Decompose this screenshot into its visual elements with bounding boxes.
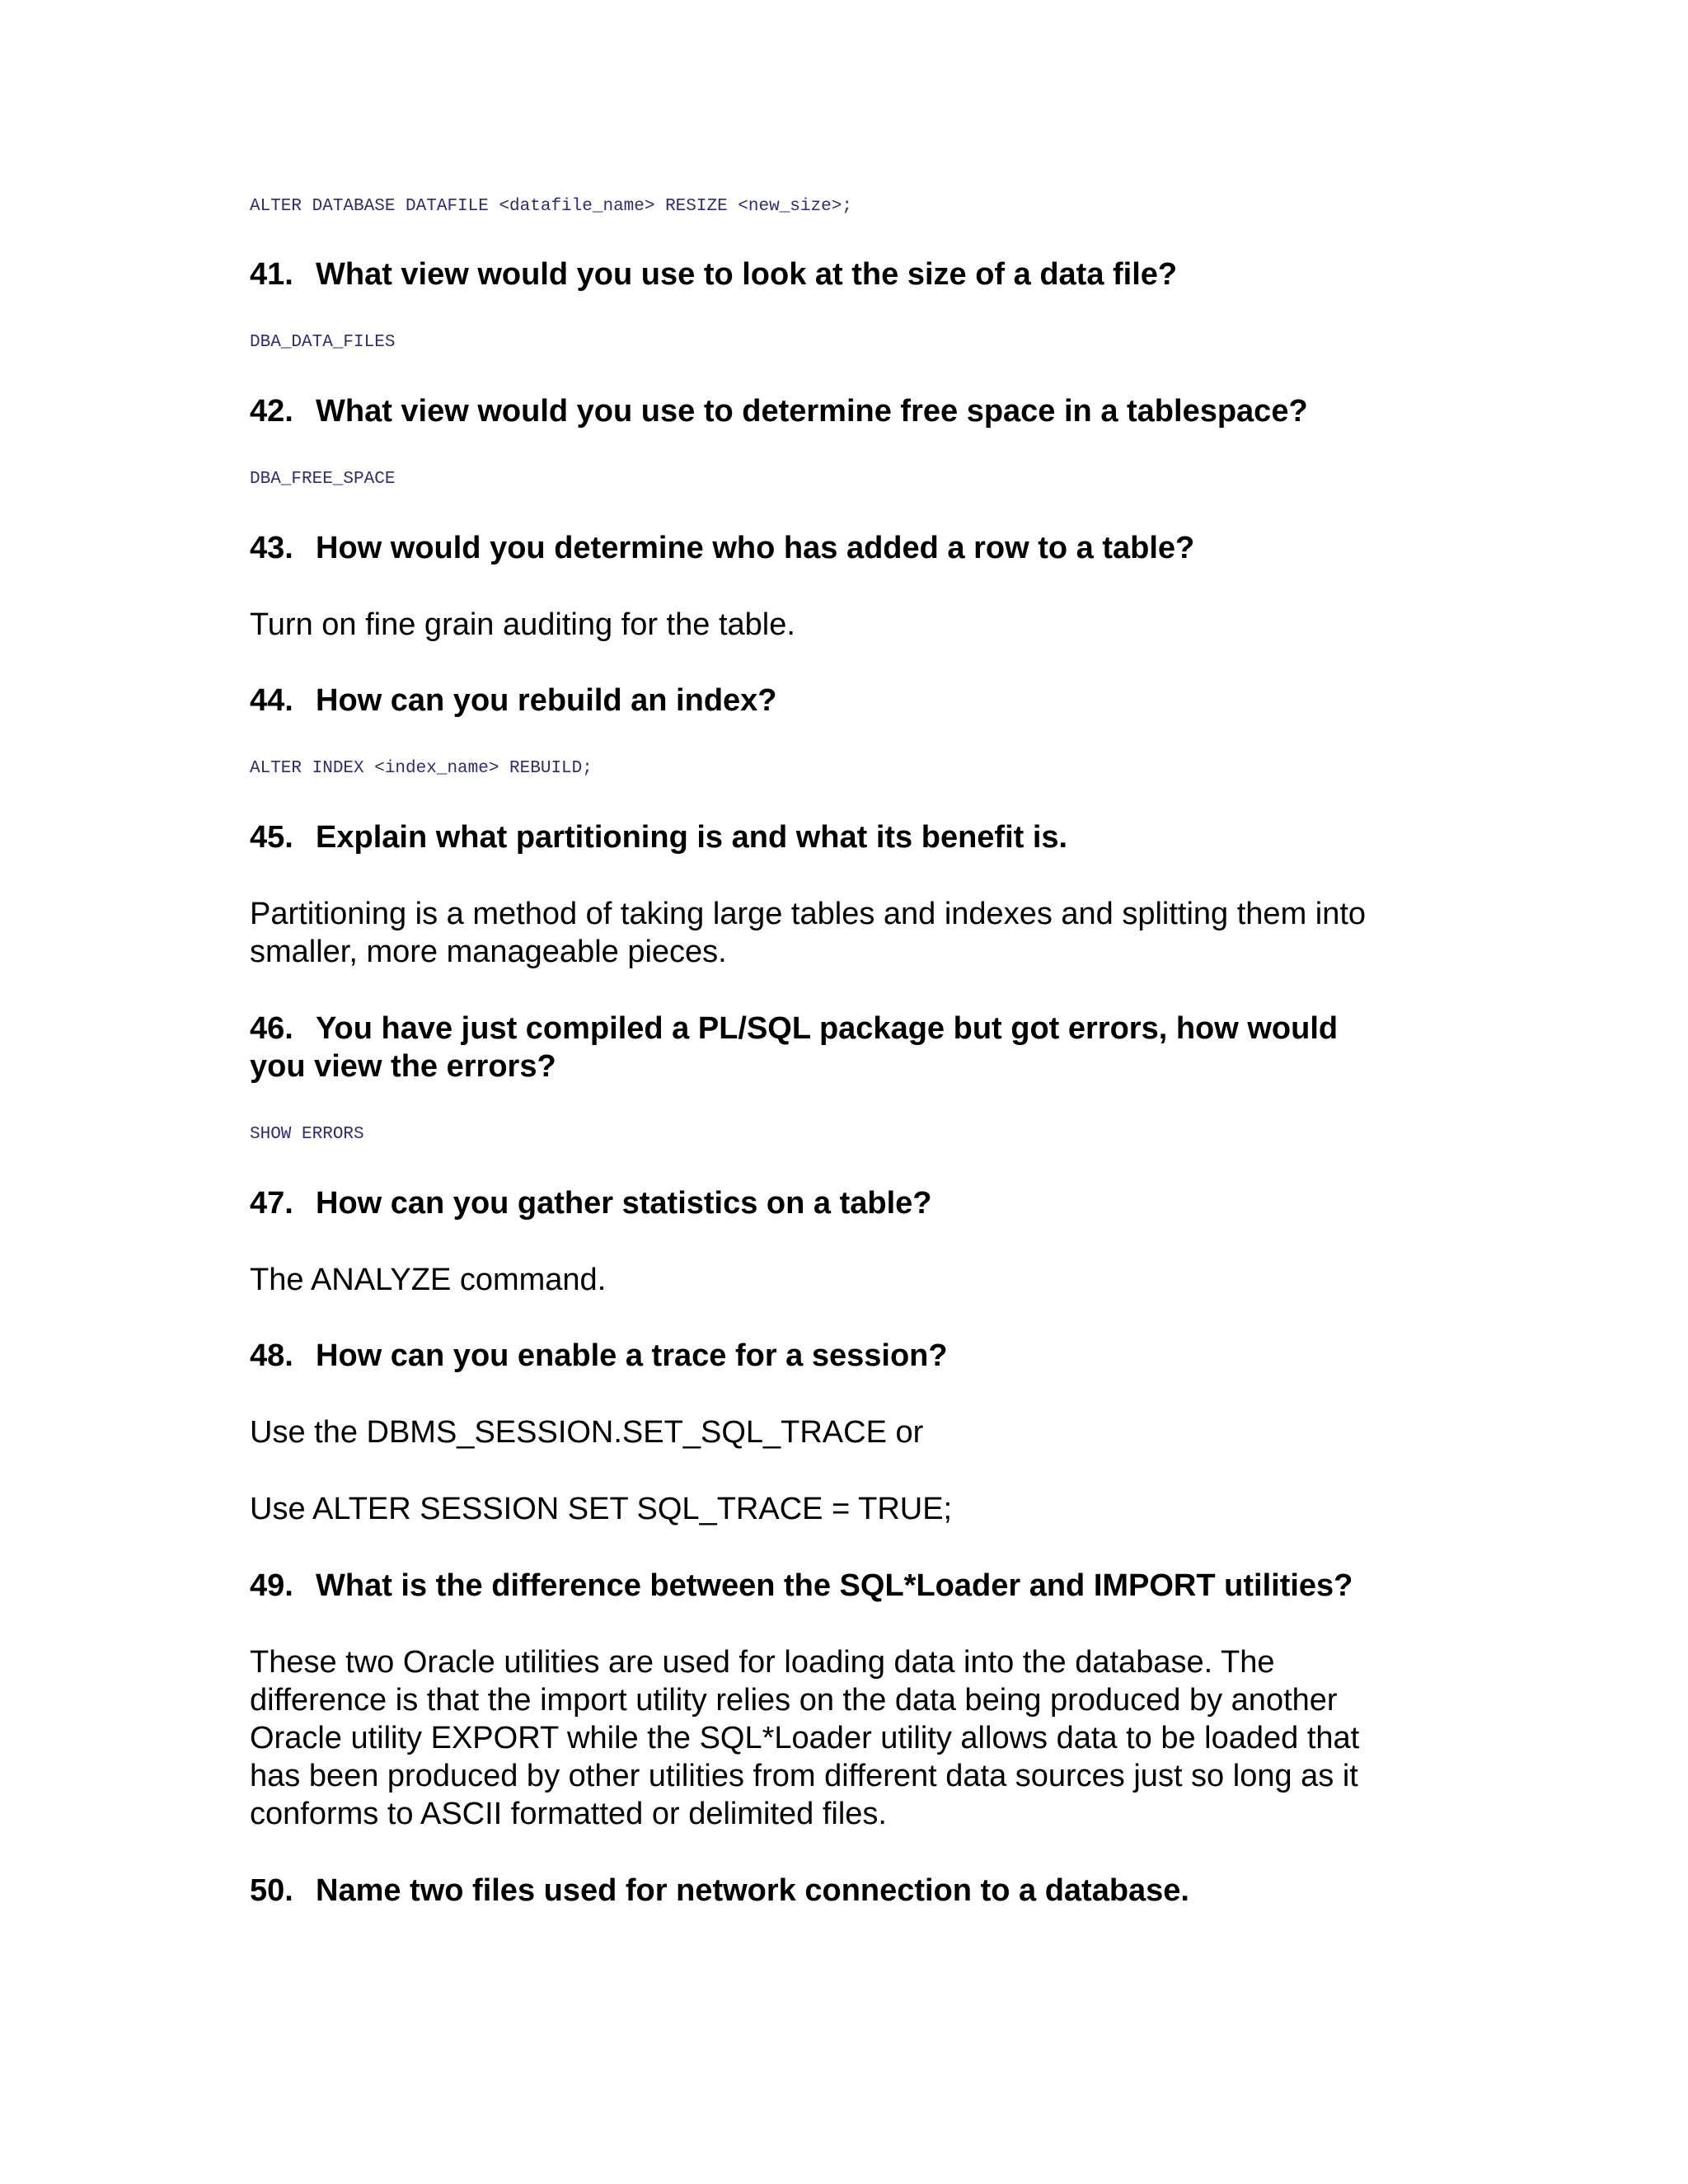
answer-49-line-3: Oracle utility EXPORT while the SQL*Loader utility allows data to be loaded that <box>250 1721 1360 1755</box>
question-46-line-2: you view the errors? <box>250 1049 556 1084</box>
question-number: 48. <box>250 1338 293 1373</box>
question-text: What is the difference between the SQL*Loader and IMPORT utilities? <box>316 1568 1353 1603</box>
question-text: How can you gather statistics on a table? <box>316 1186 932 1221</box>
answer-41-code: DBA_DATA_FILES <box>250 333 396 352</box>
answer-48-line-1: Use the DBMS_SESSION.SET_SQL_TRACE or <box>250 1415 924 1450</box>
question-50 <box>250 1872 1445 1910</box>
answer-49-line-4: has been produced by other utilities from different data sources just so long as it <box>250 1759 1358 1793</box>
question-47 <box>250 1184 1445 1222</box>
question-text: How can you rebuild an index? <box>316 683 777 718</box>
question-49 <box>250 1567 1445 1605</box>
code-resize-datafile: ALTER DATABASE DATAFILE <datafile_name> RESIZE <new_size>; <box>250 197 852 216</box>
question-45 <box>250 818 1445 856</box>
question-text: Name two files used for network connection to a database. <box>316 1873 1189 1908</box>
answer-49-line-1: These two Oracle utilities are used for loading data into the database. The <box>250 1645 1275 1680</box>
answer-49-line-5: conforms to ASCII formatted or delimited files. <box>250 1797 887 1831</box>
question-46 <box>250 1010 1445 1047</box>
answer-42-code: DBA_FREE_SPACE <box>250 470 396 489</box>
question-48 <box>250 1337 1445 1375</box>
question-number: 46. <box>250 1011 293 1046</box>
answer-43: Turn on fine grain auditing for the table. <box>250 607 795 642</box>
question-43 <box>250 529 1445 567</box>
question-text: What view would you use to look at the size of a data file? <box>316 257 1178 292</box>
question-number: 44. <box>250 683 293 718</box>
answer-45-line-1: Partitioning is a method of taking large tables and indexes and splitting them into <box>250 897 1367 931</box>
question-number: 49. <box>250 1568 293 1603</box>
question-number: 41. <box>250 257 293 292</box>
question-text: How would you determine who has added a row to a table? <box>316 531 1195 565</box>
question-text: What view would you use to determine free space in a tablespace? <box>316 394 1308 429</box>
answer-44-code: ALTER INDEX <index_name> REBUILD; <box>250 759 593 778</box>
question-44 <box>250 682 1445 719</box>
question-number: 47. <box>250 1186 293 1221</box>
question-text: How can you enable a trace for a session? <box>316 1338 948 1373</box>
question-text: You have just compiled a PL/SQL package but got errors, how would <box>316 1011 1339 1046</box>
question-41 <box>250 255 1445 293</box>
question-text: Explain what partitioning is and what its benefit is. <box>316 820 1068 855</box>
question-42 <box>250 392 1445 430</box>
answer-48-line-2: Use ALTER SESSION SET SQL_TRACE = TRUE; <box>250 1492 953 1526</box>
answer-47: The ANALYZE command. <box>250 1263 607 1297</box>
answer-46-code: SHOW ERRORS <box>250 1125 364 1144</box>
question-number: 43. <box>250 531 293 565</box>
answer-45-line-2: smaller, more manageable pieces. <box>250 935 727 969</box>
question-number: 42. <box>250 394 293 429</box>
answer-49-line-2: difference is that the import utility relies on the data being produced by another <box>250 1683 1338 1718</box>
question-number: 45. <box>250 820 293 855</box>
question-number: 50. <box>250 1873 293 1908</box>
